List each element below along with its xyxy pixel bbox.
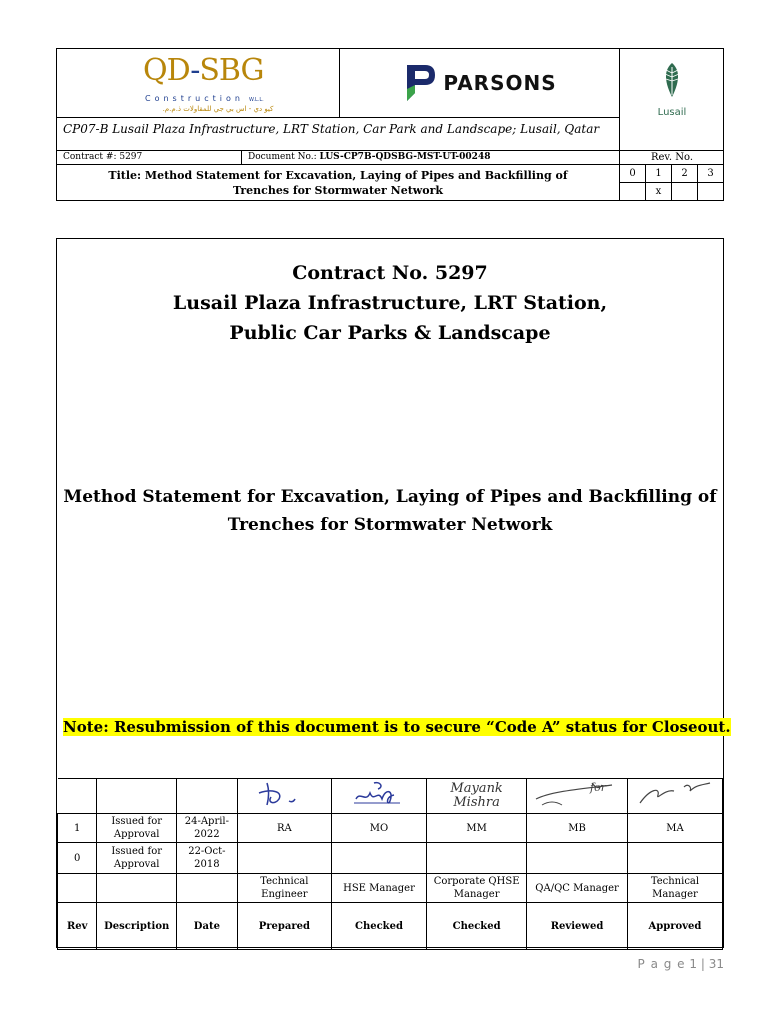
signature-checked-2: Mayank Mishra bbox=[427, 779, 527, 814]
table-row: 1 Issued for Approval 24-April-2022 RA MO MM MB MA bbox=[58, 814, 723, 843]
rev-number-2: 2 bbox=[671, 164, 698, 183]
headers-row: Rev Description Date Prepared Checked Checked Reviewed Approved bbox=[58, 903, 723, 950]
qd-sbg-logo: QD-SBG Construction W.L.L. كيو دي - اس بي جي للمقاولات ذ.م.م. bbox=[57, 49, 340, 117]
contract-heading: Contract No. 5297 Lusail Plaza Infrastructure, LRT Station, Public Car Parks & Landscape bbox=[172, 262, 608, 344]
document-title: Title: Method Statement for Excavation, Laying of Pipes and Backfilling of Trenches for Stormwater Network bbox=[57, 164, 619, 201]
signature-approved bbox=[627, 779, 722, 814]
rev-number-1: 1 bbox=[645, 164, 672, 183]
parsons-logo-text: PARSONS bbox=[443, 71, 557, 95]
signature-prepared bbox=[237, 779, 331, 814]
lusail-logo bbox=[619, 49, 723, 150]
signature-row bbox=[58, 779, 723, 814]
parsons-logo bbox=[340, 49, 620, 117]
method-statement-title: Method Statement for Excavation, Laying of Pipes and Backfilling of Trenches for Stormwater Network bbox=[63, 487, 717, 535]
rev-mark-0 bbox=[619, 182, 646, 201]
project-line: CP07-B Lusail Plaza Infrastructure, LRT Station, Car Park and Landscape; Lusail, Qatar bbox=[57, 117, 619, 150]
note-text: Note: Resubmission of this document is to secure “Code A” status for Closeout. bbox=[63, 718, 731, 736]
rev-number-3: 3 bbox=[697, 164, 724, 183]
document-number: Document No.: LUS-CP7B-QDSBG-MST-UT-00248 bbox=[242, 150, 619, 164]
page-number: 1 bbox=[689, 957, 698, 971]
lusail-palm-icon bbox=[657, 61, 687, 99]
rev-grid bbox=[619, 164, 724, 201]
qd-sbg-logo-text: QD-SBG bbox=[143, 53, 264, 88]
page-footer: P a g e 1 | 31 bbox=[637, 957, 724, 971]
qd-sbg-logo-sub: Construction bbox=[145, 94, 244, 103]
rev-mark-2 bbox=[671, 182, 698, 201]
page-word: P a g e bbox=[637, 957, 686, 971]
contract-number: Contract #: 5297 bbox=[57, 150, 242, 164]
rev-mark-3 bbox=[697, 182, 724, 201]
page-total: 31 bbox=[708, 957, 724, 971]
rev-no-label: Rev. No. bbox=[619, 150, 724, 164]
rev-mark-1: x bbox=[645, 182, 672, 201]
qd-sbg-logo-arabic: كيو دي - اس بي جي للمقاولات ذ.م.م. bbox=[162, 105, 274, 113]
roles-row: Technical Engineer HSE Manager Corporate QHSE Manager QA/QC Manager Technical Manager bbox=[58, 874, 723, 903]
signature-reviewed bbox=[527, 779, 628, 814]
parsons-p-icon bbox=[403, 63, 437, 103]
approval-table bbox=[57, 778, 723, 950]
rev-number-0: 0 bbox=[619, 164, 646, 183]
table-row: 0 Issued for Approval 22-Oct-2018 bbox=[58, 843, 723, 874]
signature-checked-1 bbox=[331, 779, 426, 814]
lusail-logo-text: Lusail bbox=[657, 107, 687, 118]
svg-text:for: for bbox=[590, 781, 607, 794]
